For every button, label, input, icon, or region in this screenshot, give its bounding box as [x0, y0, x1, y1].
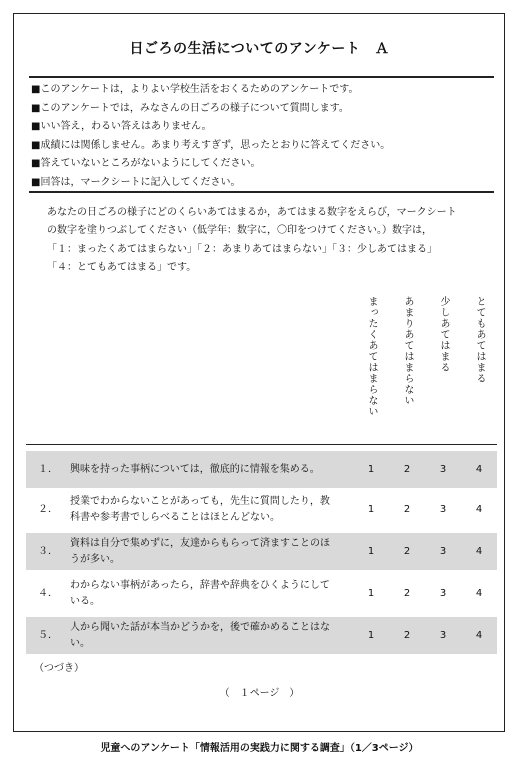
instruction-note: ■このアンケートは，よりよい学校生活をおくるためのアンケートです。: [31, 84, 359, 95]
question-text-line: 興味を持った事柄については，徹底的に情報を集める。: [70, 463, 320, 475]
question-text: [70, 451, 360, 488]
question-text-line: い。: [70, 637, 90, 649]
answer-option-4: 4: [475, 630, 483, 641]
answer-option-1: 1: [367, 588, 375, 599]
instruction-note: ■いい答え，わるい答えはありません。: [31, 121, 212, 133]
answer-option-3: 3: [439, 588, 447, 599]
question-row: [26, 491, 497, 528]
question-row: [26, 533, 497, 570]
question-row: [26, 575, 497, 612]
instruction-note: ■回答は，マークシートに記入してください。: [31, 176, 241, 188]
title-rule-bottom: [29, 191, 494, 193]
page-title: 日ごろの生活についてのアンケート Ａ: [129, 41, 390, 57]
answer-option-2: 2: [403, 504, 411, 515]
question-text-line: うが多い。: [70, 553, 120, 565]
question-number: ４．: [38, 588, 58, 599]
table-rule: [26, 444, 497, 445]
scale-header-1: まったくあてはまらない: [366, 296, 377, 417]
question-text: [70, 491, 360, 528]
answer-option-4: 4: [475, 588, 483, 599]
answer-option-1: 1: [367, 464, 375, 475]
answer-option-4: 4: [475, 546, 483, 557]
figure-caption: 児童へのアンケート「情報活用の実践力に関する調査」（1／3ページ）: [100, 743, 419, 754]
scale-header-2: あまりあてはまらない: [402, 296, 413, 406]
question-number: ５．: [38, 630, 58, 641]
intro-line: 「１：まったくあてはまらない」「２：あまりあてはまらない」「３：少しあてはまる」: [47, 243, 437, 255]
instruction-notes: [31, 81, 491, 193]
intro-line: 「４：とてもあてはまる」です。: [47, 261, 197, 273]
question-text-line: わからない事柄があったら，辞書や辞典をひくようにして: [70, 579, 330, 591]
intro-line: あなたの日ごろの様子にどのくらいあてはまるか，あてはまる数字をえらび，マークシート: [47, 207, 457, 218]
answer-option-3: 3: [439, 504, 447, 515]
question-text-line: 資料は自分で集めずに，友達からもらって済ますことのほ: [70, 537, 330, 549]
scale-header-3: 少しあてはまる: [438, 296, 449, 373]
title-rule-top: [29, 76, 494, 78]
answer-option-1: 1: [367, 630, 375, 641]
scale-header-4: とてもあてはまる: [474, 296, 485, 384]
answer-option-2: 2: [403, 588, 411, 599]
answer-option-2: 2: [403, 546, 411, 557]
question-number: ３．: [38, 546, 58, 557]
answer-option-1: 1: [367, 504, 375, 515]
answer-option-4: 4: [475, 504, 483, 515]
question-text-line: 授業でわからないことがあっても，先生に質問したり，教: [70, 495, 330, 507]
intro-line: の数字を塗りつぶしてください（低学年：数字に，〇印をつけてください。）数字は，: [47, 225, 432, 237]
question-text: [70, 575, 360, 612]
question-number: １．: [38, 464, 58, 475]
question-text-line: いる。: [70, 595, 100, 607]
page-number: （ １ページ ）: [219, 688, 300, 699]
question-text-line: 科書や参考書でしらべることはほとんどない。: [70, 511, 280, 523]
answer-option-2: 2: [403, 630, 411, 641]
question-row: [26, 451, 497, 488]
instruction-note: ■このアンケートでは，みなさんの日ごろの様子について質問します。: [31, 102, 349, 114]
question-text: [70, 617, 360, 654]
question-row: [26, 617, 497, 654]
answer-option-1: 1: [367, 546, 375, 557]
instructions-intro: [47, 204, 487, 277]
instruction-note: ■答えていないところがないようにしてください。: [31, 158, 261, 170]
answer-option-3: 3: [439, 546, 447, 557]
question-text: [70, 533, 360, 570]
question-text-line: 人から聞いた話が本当かどうかを，後で確かめることはな: [70, 621, 330, 633]
answer-option-4: 4: [475, 464, 483, 475]
question-number: ２．: [38, 504, 58, 515]
answer-option-3: 3: [439, 464, 447, 475]
answer-option-2: 2: [403, 464, 411, 475]
answer-option-3: 3: [439, 630, 447, 641]
continued-label: （つづき）: [34, 663, 84, 674]
instruction-note: ■成績には関係しません。あまり考えすぎず，思ったとおりに答えてください。: [31, 139, 391, 151]
